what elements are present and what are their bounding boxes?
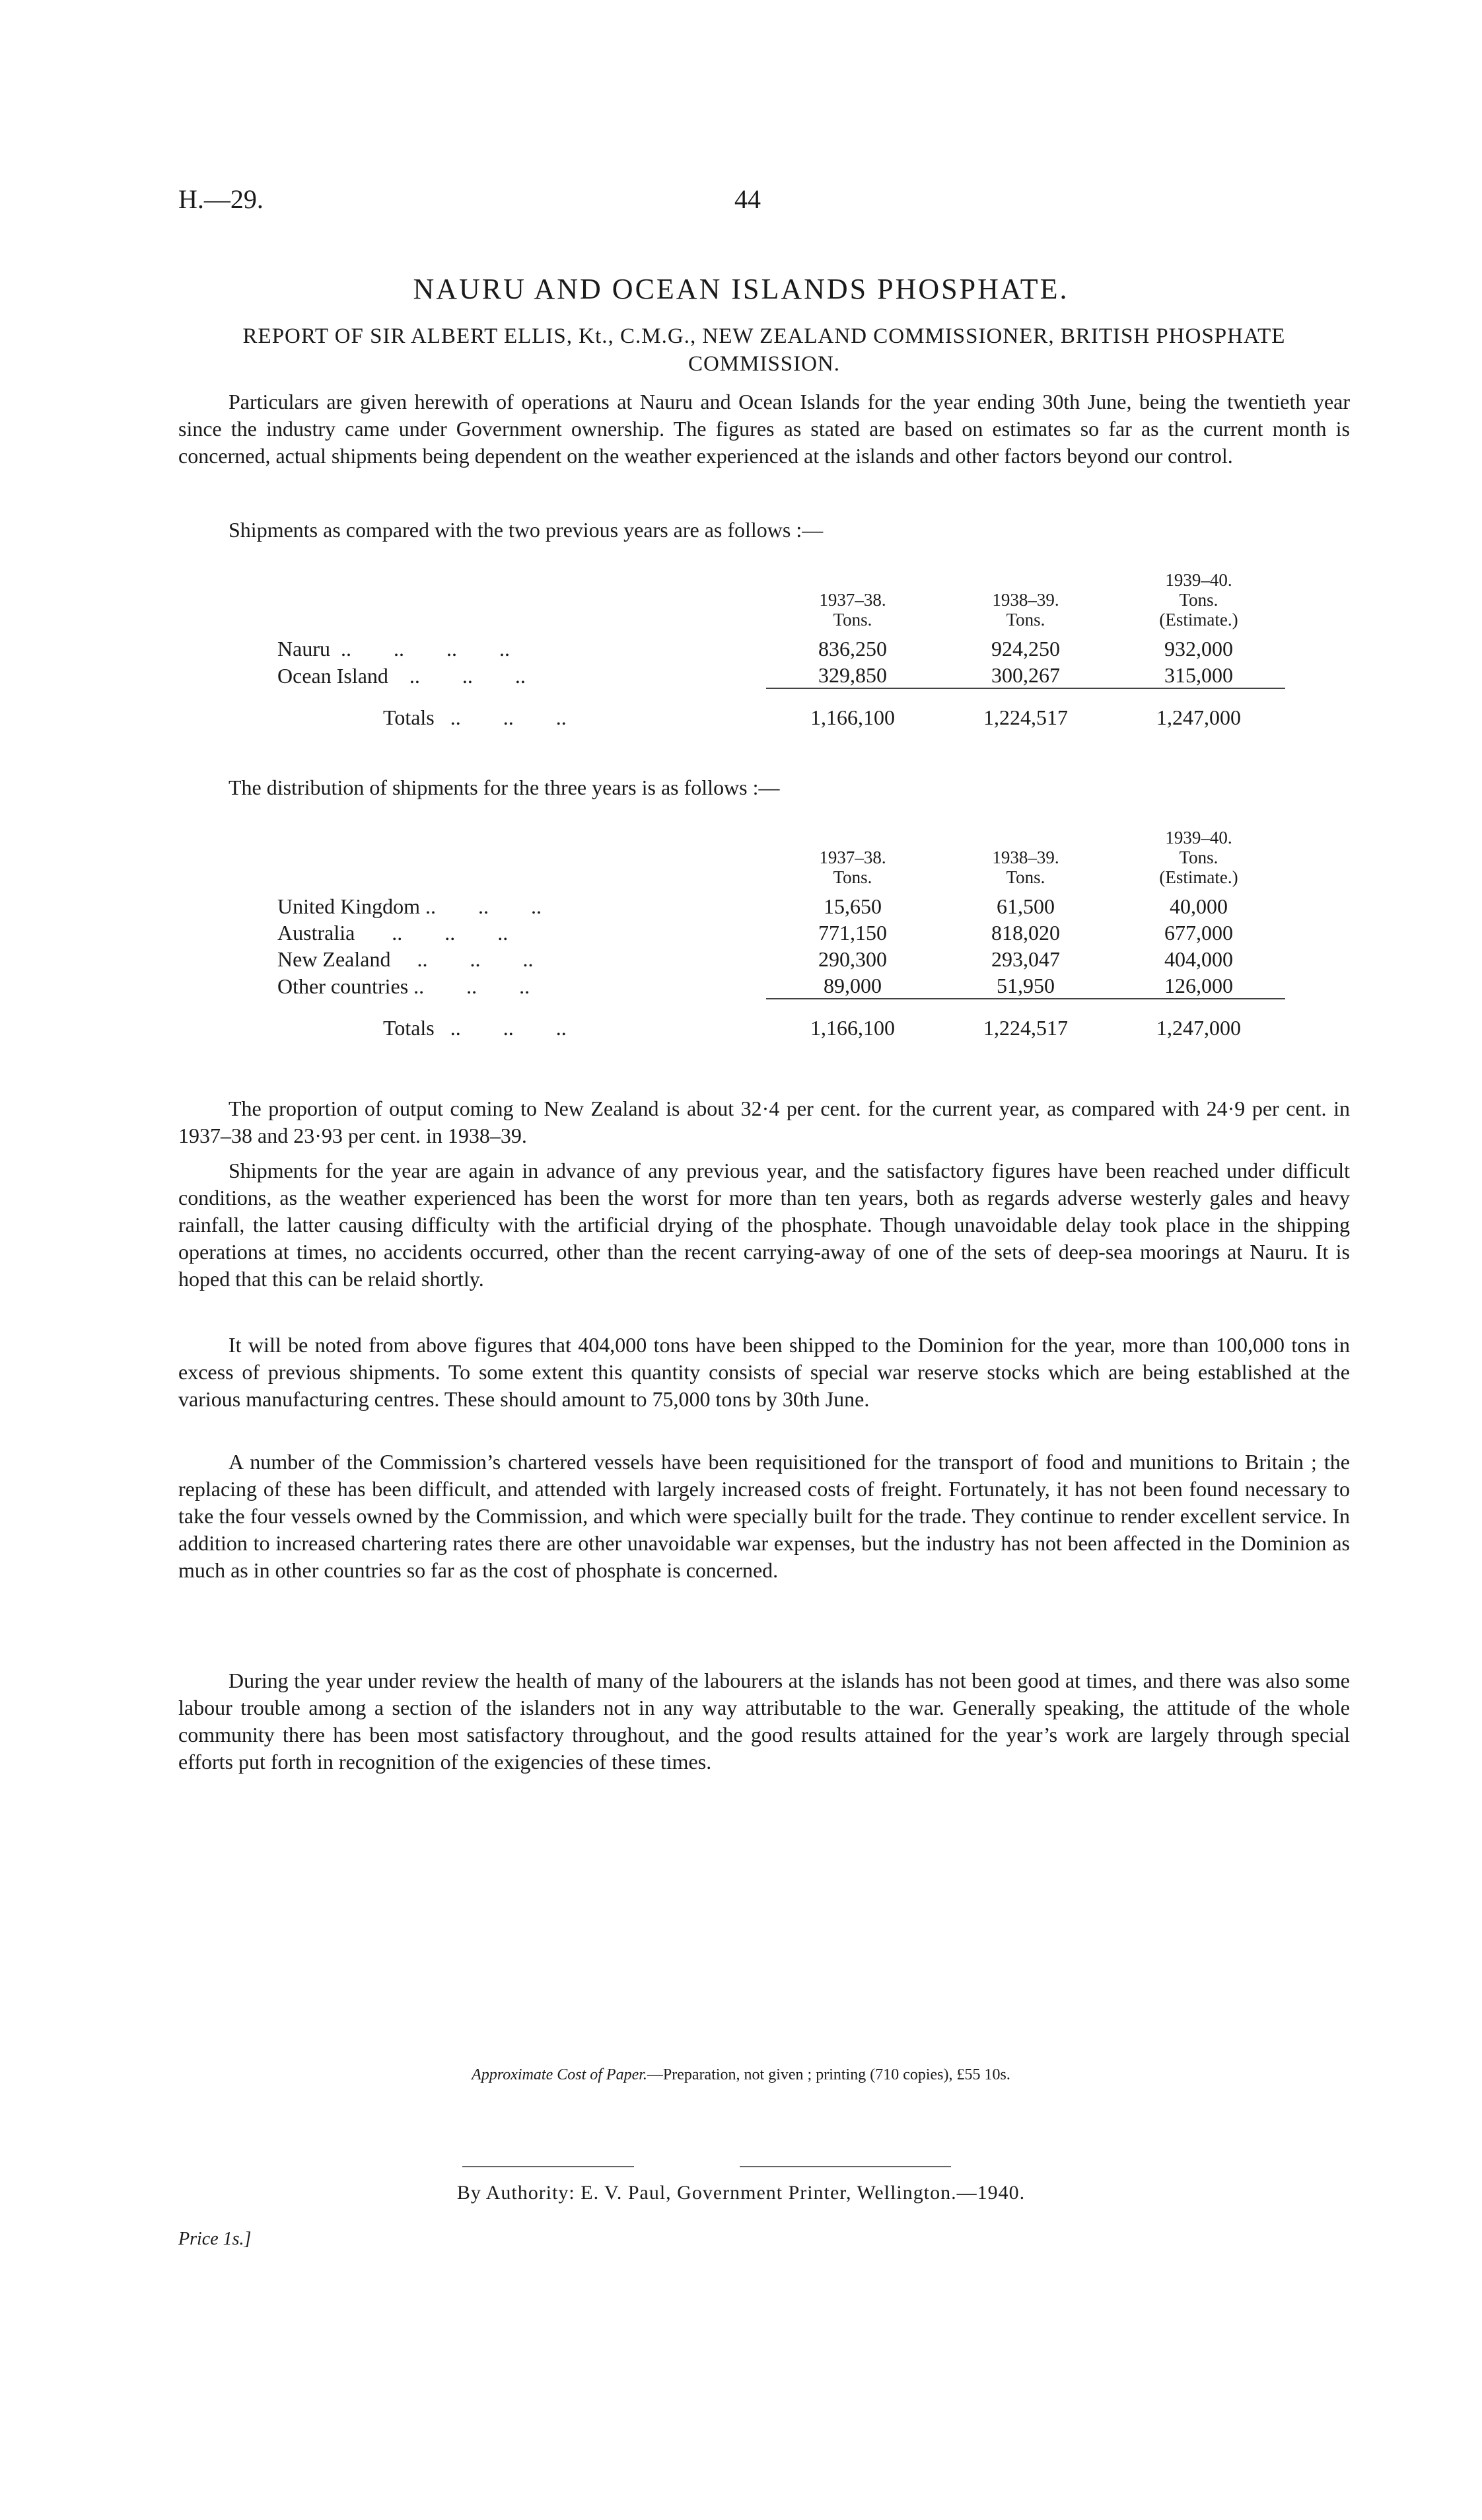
cell-value: 15,650 — [824, 894, 882, 918]
cell-value: 51,950 — [997, 974, 1055, 997]
table-row — [277, 945, 1285, 972]
total-rule — [1112, 688, 1285, 703]
page-number: 44 — [734, 184, 761, 214]
cost-text: —Preparation, not given ; printing (710 copies), £55 10s. — [647, 2066, 1010, 2083]
body-paragraph: It will be noted from above figures that 404,000 tons have been shipped to the Dominion for the year, more than 100,000 tons in excess of previous shipments. To some extent this quantity consists of special war reserve stocks which are being established at the various manufacturing centres. These should amount to 75,000 tons by 30th June. — [178, 1333, 1350, 1411]
cell-value: 300,267 — [991, 663, 1060, 687]
table-row — [277, 919, 1285, 945]
table-row — [277, 635, 1285, 661]
row-label: Nauru .. .. .. .. — [277, 637, 510, 661]
cell-value: 290,300 — [818, 947, 887, 971]
rule-row — [277, 999, 1285, 1014]
row-label: New Zealand .. .. .. — [277, 947, 534, 971]
row-label: Ocean Island .. .. .. — [277, 664, 526, 688]
document-title: NAURU AND OCEAN ISLANDS PHOSPHATE. — [413, 273, 1069, 305]
shipments-table — [277, 569, 1285, 730]
column-header: 1937–38. Tons. — [819, 590, 886, 630]
total-value: 1,247,000 — [1156, 1016, 1241, 1040]
column-header: 1939–40. Tons. (Estimate.) — [1159, 828, 1238, 887]
total-value: 1,247,000 — [1156, 705, 1241, 729]
cost-note — [0, 2066, 1482, 2084]
distribution-lead: The distribution of shipments for the three years is as follows :— — [229, 775, 780, 799]
total-rule — [766, 688, 939, 703]
cell-value: 40,000 — [1170, 894, 1228, 918]
totals-row — [277, 1014, 1285, 1040]
table-row — [277, 661, 1285, 688]
cell-value: 89,000 — [824, 974, 882, 997]
footer-rule — [462, 2166, 634, 2167]
cell-value: 293,047 — [991, 947, 1060, 971]
totals-label: Totals .. .. .. — [383, 705, 567, 729]
row-label: Other countries .. .. .. — [277, 974, 530, 998]
cell-value: 315,000 — [1164, 663, 1233, 687]
total-value: 1,166,100 — [810, 705, 895, 729]
column-header: 1939–40. Tons. (Estimate.) — [1159, 570, 1238, 630]
column-header: 1938–39. Tons. — [992, 590, 1059, 630]
cost-label: Approximate Cost of Paper. — [472, 2066, 647, 2083]
total-rule — [939, 688, 1112, 703]
cell-value: 404,000 — [1164, 947, 1233, 971]
body-paragraph: A number of the Commission’s chartered vessels have been requisitioned for the transport of food and munitions to Britain ; the replacing of these has been difficult, and attended with largely increased costs of freight. Fortunately, it has not been found necessary to take the four vessels owned by the Commission, and which were specially built for the trade. They continue to render excellent service. In addition to increased chartering rates there are other unavoidable war expenses, but the industry has not been affected in the Dominion as much as in other countries so far as the cost of phosphate is concerned. — [178, 1450, 1350, 1582]
table-row — [277, 892, 1285, 919]
cell-value: 329,850 — [818, 663, 887, 687]
rule-row — [277, 688, 1285, 703]
shipments-lead: Shipments as compared with the two previous years are as follows :— — [229, 518, 824, 542]
cell-value: 677,000 — [1164, 921, 1233, 945]
report-subtitle: REPORT OF SIR ALBERT ELLIS, Kt., C.M.G., NEW ZEALAND COMMISSIONER, BRITISH PHOSPHATE COMMISSION. — [242, 324, 1286, 376]
column-header: 1937–38. Tons. — [819, 847, 886, 887]
cell-value: 836,250 — [818, 637, 887, 661]
cell-value: 818,020 — [991, 921, 1060, 945]
body-paragraph: During the year under review the health of many of the labourers at the islands has not been good at times, and there was also some labour trouble among a section of the islanders not in any way attributable to the war. Generally speaking, the attitude of the whole community there has been most satisfactory throughout, and the good results attained for the year’s work are largely through special efforts put forth in recognition of the exigencies of these times. — [178, 1669, 1350, 1774]
cell-value: 771,150 — [818, 921, 887, 945]
total-value: 1,224,517 — [983, 705, 1068, 729]
total-rule — [766, 999, 939, 1014]
price-note: Price 1s.] — [178, 2229, 252, 2249]
row-label: Australia .. .. .. — [277, 921, 509, 945]
column-header: 1938–39. Tons. — [992, 847, 1059, 887]
cell-value: 126,000 — [1164, 974, 1233, 997]
totals-row — [277, 703, 1285, 730]
table-header-row — [277, 827, 1285, 892]
table-row — [277, 972, 1285, 999]
distribution-table — [277, 827, 1285, 1040]
total-rule — [939, 999, 1112, 1014]
table-header-row — [277, 569, 1285, 635]
footer-rule — [740, 2166, 951, 2167]
cell-value: 932,000 — [1164, 637, 1233, 661]
printer-authority: By Authority: E. V. Paul, Government Printer, Wellington.—1940. — [456, 2182, 1026, 2204]
cell-value: 924,250 — [991, 637, 1060, 661]
total-value: 1,224,517 — [983, 1016, 1068, 1040]
document-reference: H.—29. — [178, 184, 264, 214]
totals-label: Totals .. .. .. — [383, 1016, 567, 1040]
intro-paragraph: Particulars are given herewith of operations at Nauru and Ocean Islands for the year ending 30th June, being the twentieth year since the industry came under Government ownership. The figures as stated are based on estimates so far as the current month is concerned, actual shipments being dependent on the weather experienced at the islands and other factors beyond our control. — [178, 390, 1350, 468]
body-paragraph: Shipments for the year are again in advance of any previous year, and the satisfactory figures have been reached under difficult conditions, as the weather experienced has been the worst for more than ten years, both as regards adverse westerly gales and heavy rainfall, the latter causing difficulty with the artificial drying of the phosphate. Though unavoidable delay took place in the shipping operations at times, no accidents occurred, other than the recent carrying-away of one of the sets of deep-sea moorings at Nauru. It is hoped that this can be relaid shortly. — [178, 1159, 1350, 1291]
row-label: United Kingdom .. .. .. — [277, 894, 542, 918]
total-rule — [1112, 999, 1285, 1014]
body-paragraph: The proportion of output coming to New Zealand is about 32·4 per cent. for the current year, as compared with 24·9 per cent. in 1937–38 and 23·93 per cent. in 1938–39. — [178, 1097, 1350, 1147]
cell-value: 61,500 — [997, 894, 1055, 918]
total-value: 1,166,100 — [810, 1016, 895, 1040]
